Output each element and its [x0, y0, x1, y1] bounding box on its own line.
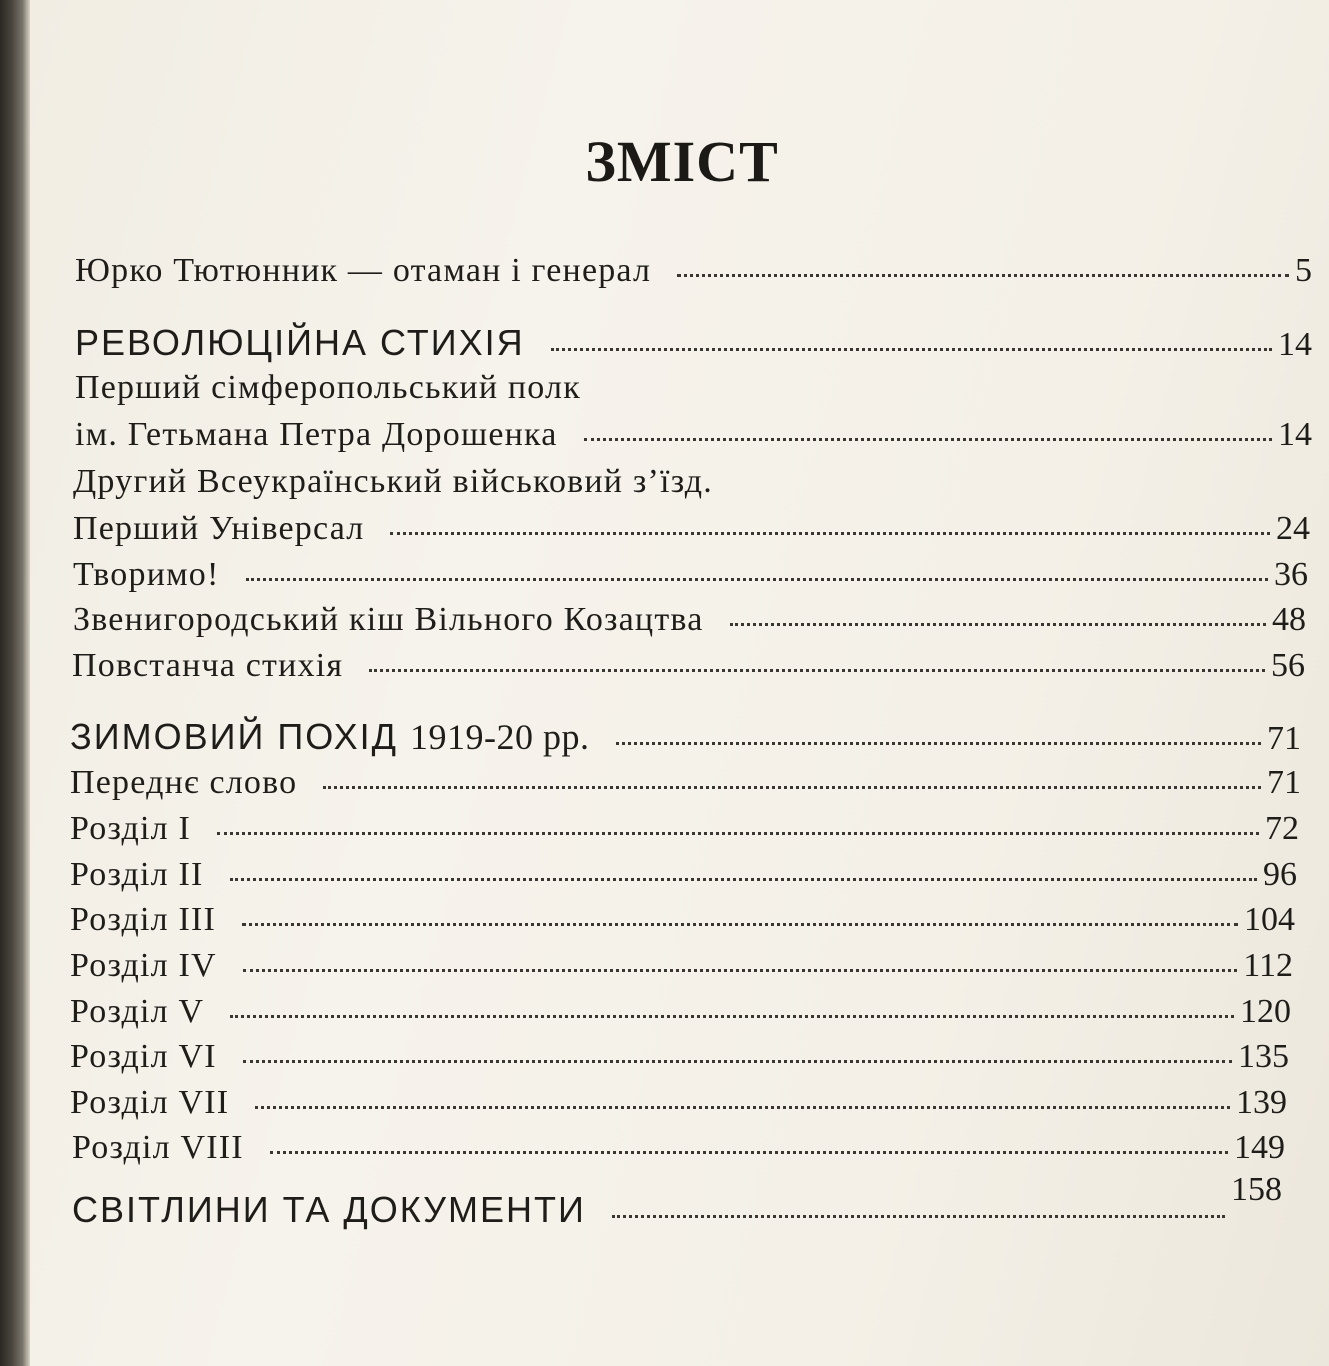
- toc-page-number: 5: [1295, 252, 1312, 289]
- toc-entry-doroshenko[interactable]: [75, 412, 1312, 458]
- toc-page-number: 72: [1265, 810, 1299, 847]
- toc-entry-intro[interactable]: [75, 248, 1312, 294]
- toc-entry-chapter-2[interactable]: [70, 852, 1297, 898]
- toc-section-photos-documents[interactable]: [72, 1171, 1282, 1235]
- toc-section-revolution[interactable]: [75, 318, 1312, 368]
- page-title: ЗМІСТ: [585, 129, 779, 194]
- toc-page-number: 71: [1267, 764, 1301, 801]
- dot-leader: [270, 1151, 1228, 1154]
- toc-entry-label: Юрко Тютюнник — отаман і генерал: [75, 252, 652, 289]
- toc-entry-label: Перший Універсал: [73, 510, 365, 547]
- toc-entry-label: Розділ V: [70, 993, 205, 1030]
- dot-leader: [246, 578, 1268, 581]
- toc-entry-label: Переднє слово: [70, 764, 298, 801]
- toc-page-number: 14: [1278, 416, 1312, 453]
- toc-entry-first-line: Перший сімферопольський полк: [75, 369, 581, 406]
- toc-entry-label: Розділ VIII: [72, 1129, 244, 1166]
- dot-leader: [243, 1060, 1232, 1063]
- toc-section-label: [70, 712, 590, 762]
- toc-section-label: СВІТЛИНИ ТА ДОКУМЕНТИ: [72, 1189, 586, 1230]
- dot-leader: [730, 623, 1267, 626]
- toc-entry-chapter-3[interactable]: [70, 897, 1295, 943]
- toc-entry-chapter-7[interactable]: [70, 1080, 1287, 1126]
- toc-page-number: 14: [1278, 326, 1312, 363]
- toc-page-number: 71: [1267, 720, 1301, 757]
- toc-section-years: 1919-20 рр.: [410, 717, 590, 757]
- dot-leader: [255, 1106, 1230, 1109]
- toc-section-title: ЗИМОВИЙ ПОХІД: [70, 716, 399, 757]
- toc-page-number: 96: [1263, 856, 1297, 893]
- toc-entry-chapter-5[interactable]: [70, 989, 1291, 1035]
- toc-entry-label: ім. Гетьмана Петра Дорошенка: [75, 416, 558, 453]
- toc-entry-tvorymo[interactable]: [73, 552, 1308, 598]
- toc-page-number: 112: [1243, 947, 1293, 984]
- dot-leader: [217, 832, 1259, 835]
- dot-leader: [230, 878, 1257, 881]
- toc-page-number: 158: [1231, 1171, 1282, 1208]
- dot-leader: [584, 438, 1272, 441]
- toc-entry-label: Розділ ІІ: [70, 856, 204, 893]
- toc-entry-chapter-6[interactable]: [70, 1034, 1289, 1080]
- toc-entry-zvenyhorod[interactable]: [73, 597, 1306, 643]
- toc-page-number: 104: [1244, 901, 1295, 938]
- toc-page-number: 139: [1236, 1084, 1287, 1121]
- toc-section-label: РЕВОЛЮЦІЙНА СТИХІЯ: [75, 322, 525, 363]
- toc-entry-label: Розділ ІІІ: [70, 901, 217, 938]
- toc-entry-first-line: Другий Всеукраїнський військовий з’їзд.: [73, 463, 713, 500]
- dot-leader: [390, 532, 1270, 535]
- toc-page-number: 36: [1274, 556, 1308, 593]
- dot-leader: [612, 1215, 1225, 1218]
- toc-entry-chapter-8[interactable]: [72, 1125, 1285, 1171]
- toc-entry-foreword[interactable]: [70, 760, 1301, 806]
- dot-leader: [323, 786, 1261, 789]
- dot-leader: [369, 669, 1265, 672]
- toc-entry-chapter-1[interactable]: [70, 806, 1299, 852]
- dot-leader: [677, 274, 1289, 277]
- toc-entry-label: Розділ VII: [70, 1084, 230, 1121]
- toc-entry-povstancha[interactable]: [72, 643, 1305, 689]
- toc-page-number: 135: [1238, 1038, 1289, 1075]
- dot-leader: [242, 923, 1238, 926]
- toc-section-winter-campaign[interactable]: [70, 712, 1301, 762]
- toc-entry-label: Творимо!: [73, 556, 220, 593]
- dot-leader: [243, 969, 1237, 972]
- toc-page-number: 48: [1272, 601, 1306, 638]
- toc-page-number: 120: [1240, 993, 1291, 1030]
- dot-leader: [230, 1015, 1234, 1018]
- toc-entry-label: Розділ IV: [70, 947, 217, 984]
- toc-entry-label: Повстанча стихія: [72, 647, 344, 684]
- toc-entry-label: Розділ VI: [70, 1038, 217, 1075]
- toc-entry-chapter-4[interactable]: [70, 943, 1293, 989]
- toc-entry-universal[interactable]: [73, 506, 1310, 552]
- dot-leader: [551, 348, 1272, 351]
- toc-entry-label: Розділ І: [70, 810, 192, 847]
- toc-page-number: 149: [1234, 1129, 1285, 1166]
- toc-page-number: 56: [1271, 647, 1305, 684]
- toc-page-number: 24: [1276, 510, 1310, 547]
- toc-entry-label: Звенигородський кіш Вільного Козацтва: [73, 601, 704, 638]
- dot-leader: [616, 742, 1261, 745]
